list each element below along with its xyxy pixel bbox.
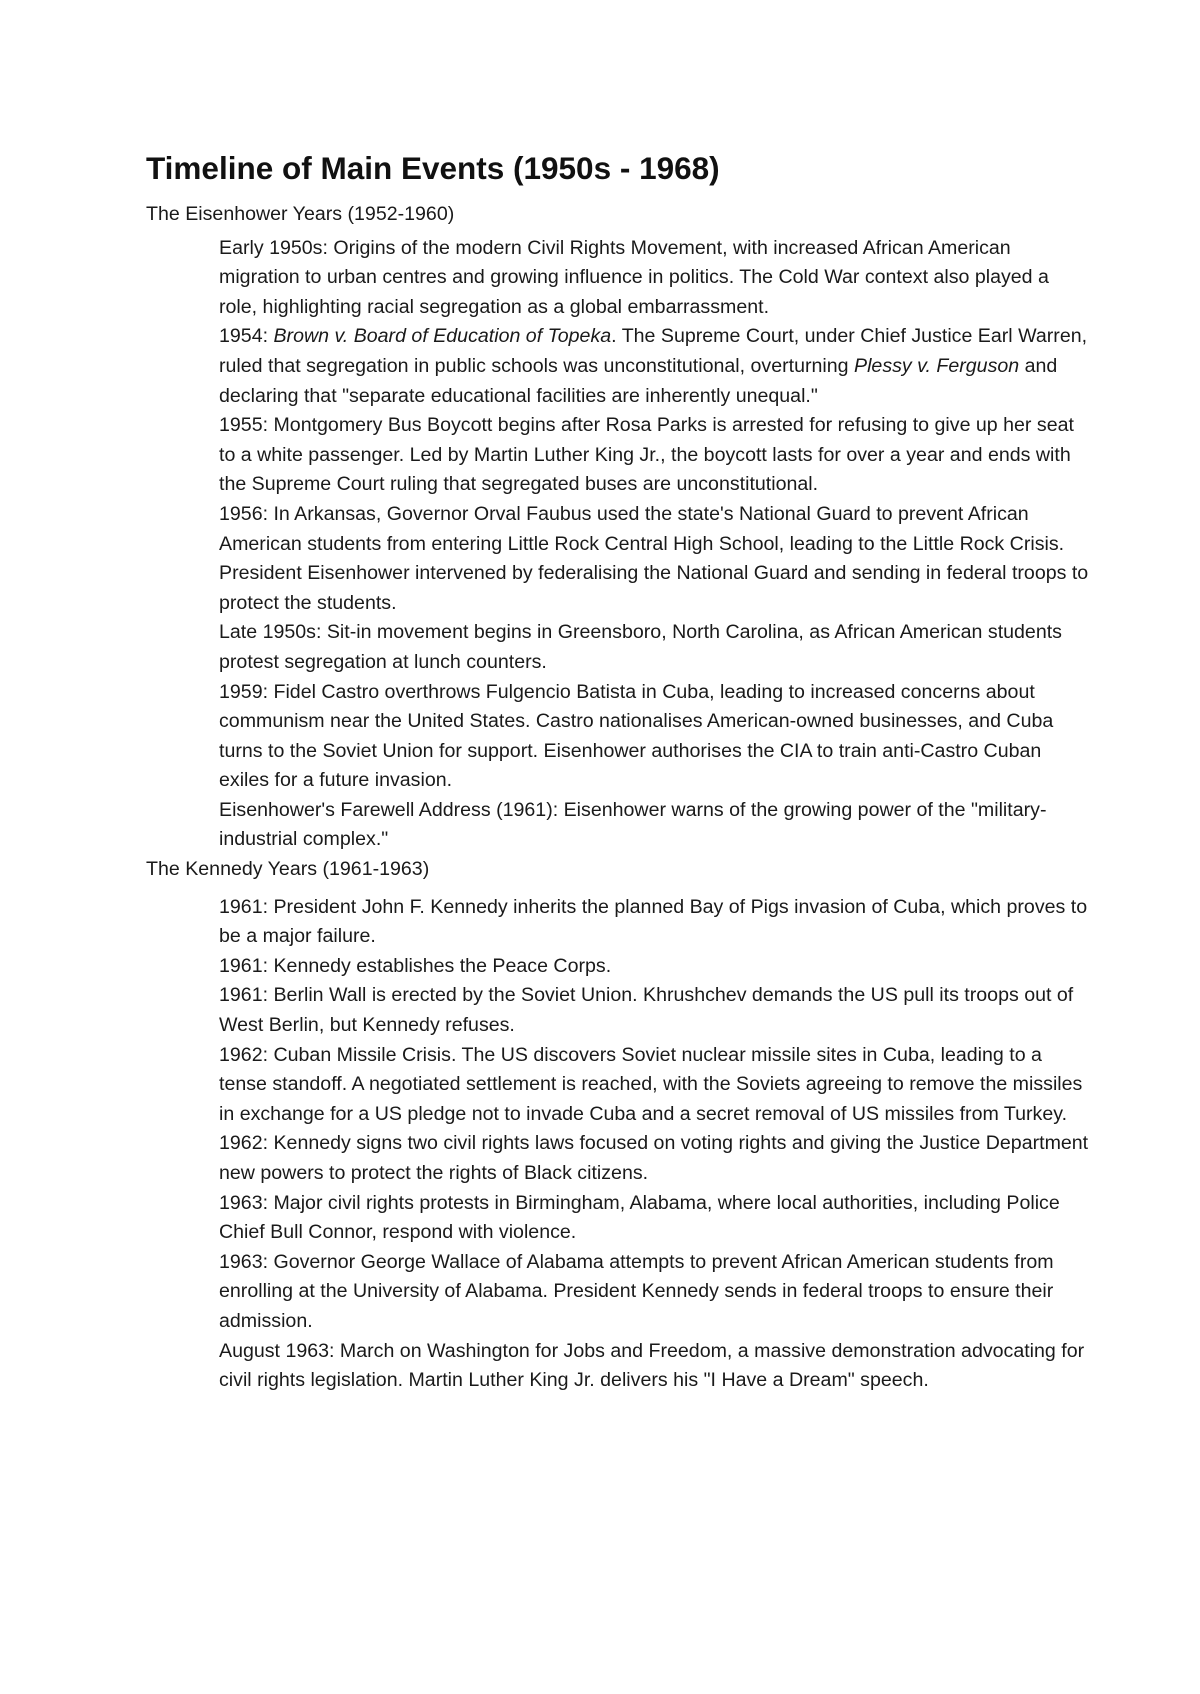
- event-item: [219, 322, 1089, 411]
- event-list-eisenhower: [219, 234, 1089, 855]
- section-heading-eisenhower: The Eisenhower Years (1952-1960): [146, 203, 455, 225]
- event-item: 1956: In Arkansas, Governor Orval Faubus used the state's National Guard to prevent African American students from entering Little Rock Central High School, leading to the Little Rock Crisis. President Eisenhower intervened by federalising the National Guard and sending in federal troops to protect the students.: [219, 502, 1089, 614]
- section-heading-kennedy: The Kennedy Years (1961-1963): [146, 858, 430, 881]
- event-item: 1962: Kennedy signs two civil rights laws focused on voting rights and giving the Justice Department new powers to protect the rights of Black citizens.: [219, 1132, 1089, 1184]
- event-item: 1963: Governor George Wallace of Alabama attempts to prevent African American students from enrolling at the University of Alabama. President Kennedy sends in federal troops to ensure their admission.: [219, 1250, 1054, 1332]
- event-item: 1955: Montgomery Bus Boycott begins after Rosa Parks is arrested for refusing to give up her seat to a white passenger. Led by Martin Luther King Jr., the boycott lasts for over a year and ends with the Supreme Court ruling that segregated buses are unconstitutional.: [219, 414, 1074, 496]
- event-item: 1961: Kennedy establishes the Peace Corps.: [219, 954, 612, 977]
- case-name-italic: Brown v. Board of Education of Topeka: [273, 325, 612, 348]
- case-name-italic: Plessy v. Ferguson: [854, 354, 1020, 377]
- document-title: Timeline of Main Events (1950s - 1968): [146, 150, 720, 186]
- event-item: Early 1950s: Origins of the modern Civil Rights Movement, with increased African American migration to urban centres and growing influence in politics. The Cold War context also played a role, highlighting racial segregation as a global embarrassment.: [219, 236, 1049, 318]
- event-item: 1961: Berlin Wall is erected by the Soviet Union. Khrushchev demands the US pull its troops out of West Berlin, but Kennedy refuses.: [219, 984, 1074, 1037]
- event-item: Eisenhower's Farewell Address (1961): Eisenhower warns of the growing power of the "military-industrial complex.": [219, 798, 1047, 851]
- event-item: 1959: Fidel Castro overthrows Fulgencio Batista in Cuba, leading to increased concerns about communism near the United States. Castro nationalises American-owned businesses, and Cuba turns to the Soviet Union for support. Eisenhower authorises the CIA to train anti-Castro Cuban exiles for a future invasion.: [219, 680, 1054, 792]
- event-list-kennedy: [219, 893, 1089, 1396]
- event-item: 1962: Cuban Missile Crisis. The US discovers Soviet nuclear missile sites in Cuba, leading to a tense standoff. A negotiated settlement is reached, with the Soviets agreeing to remove the missiles in exchange for a US pledge not to invade Cuba and a secret removal of US missiles from Turkey.: [219, 1043, 1083, 1125]
- event-item: August 1963: March on Washington for Jobs and Freedom, a massive demonstration advocating for civil rights legislation. Martin Luther King Jr. delivers his "I Have a Dream" speech.: [219, 1339, 1085, 1392]
- event-item: 1963: Major civil rights protests in Birmingham, Alabama, where local authorities, including Police Chief Bull Connor, respond with violence.: [219, 1191, 1060, 1244]
- document-page: [146, 148, 1089, 1396]
- event-text: 1954:: [219, 325, 274, 348]
- event-text: and declaring that "separate educational facilities are inherently unequal.": [219, 354, 1058, 407]
- event-item: 1961: President John F. Kennedy inherits the planned Bay of Pigs invasion of Cuba, which proves to be a major failure.: [219, 895, 1088, 948]
- event-item: Late 1950s: Sit-in movement begins in Greensboro, North Carolina, as African American students protest segregation at lunch counters.: [219, 621, 1062, 673]
- event-text: . The Supreme Court, under Chief Justice Earl Warren, ruled that segregation in public schools was unconstitutional, overturning: [219, 325, 1088, 377]
